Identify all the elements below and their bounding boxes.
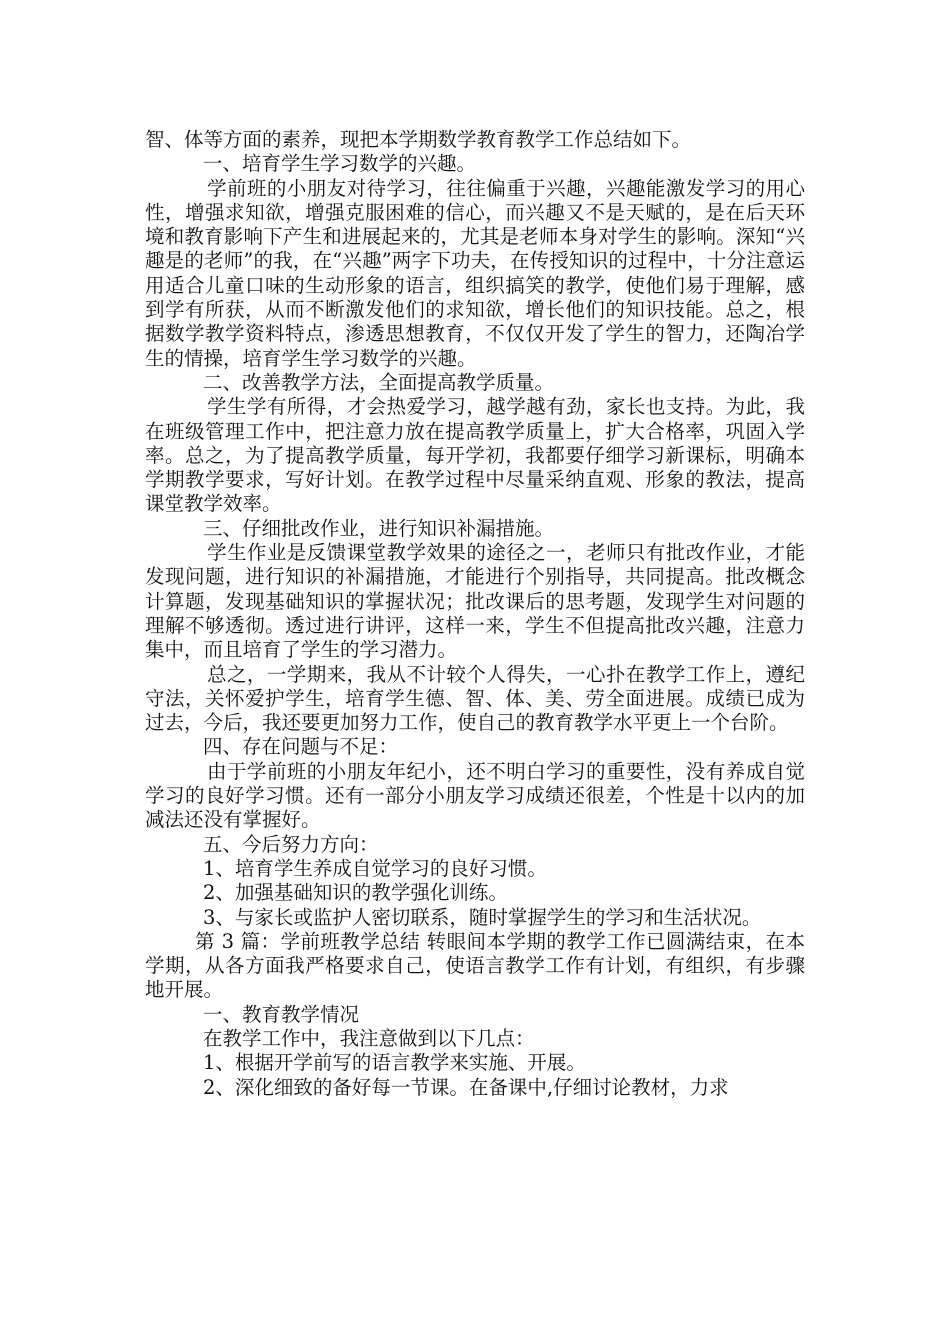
- list-item: 2、加强基础知识的教学强化训练。: [203, 881, 508, 905]
- section-heading-1: 一、培育学生学习数学的兴趣。: [203, 152, 477, 176]
- section-heading-teaching: 一、教育教学情况: [203, 1002, 360, 1026]
- list-item: 2、深化细致的备好每一节课。在备课中,仔细讨论教材，力求: [203, 1075, 729, 1099]
- list-item: 3、与家长或监护人密切联系，随时掌握学生的学习和生活状况。: [203, 905, 762, 929]
- document-page: [145, 128, 805, 1100]
- list-item: 1、培育学生养成自觉学习的良好习惯。: [203, 856, 547, 880]
- chapter-3-intro: 第 3 篇：学前班教学总结 转眼间本学期的教学工作已圆满结束，在本学期，从各方面我严格要求自己，使语言教学工作有计划，有组织，有步骤地开展。: [145, 929, 805, 1002]
- body-paragraph: 学生学有所得，才会热爱学习，越学越有劲，家长也支持。为此，我在班级管理工作中，把注意力放在提高教学质量上，扩大合格率，巩固入学率。总之，为了提高教学质量，每开学初，我都要仔细学习新课标，明确本学期教学要求，写好计划。在教学过程中尽量采纳直观、形象的教法，提高课堂教学效率。: [145, 395, 805, 516]
- section-heading-5: 五、今后努力方向：: [203, 832, 379, 856]
- body-paragraph: 由于学前班的小朋友年纪小，还不明白学习的重要性，没有养成自觉学习的良好学习惯。还有一部分小朋友学习成绩还很差，个性是十以内的加减法还没有掌握好。: [145, 759, 805, 832]
- summary-paragraph: 总之，一学期来，我从不计较个人得失，一心扑在教学工作上，遵纪守法，关怀爱护学生，培育学生德、智、体、美、劳全面进展。成绩已成为过去，今后，我还要更加努力工作，使自己的教育教学水平更上一个台阶。: [145, 662, 805, 735]
- list-item: 1、根据开学前写的语言教学来实施、开展。: [203, 1051, 586, 1075]
- body-paragraph: 学生作业是反馈课堂教学效果的途径之一，老师只有批改作业，才能发现问题，进行知识的补漏措施，才能进行个别指导，共同提高。批改概念计算题，发现基础知识的掌握状况；批改课后的思考题，发现学生对问题的理解不够透彻。透过进行讲评，这样一来，学生不但提高批改兴趣，注意力集中，而且培育了学生的学习潜力。: [145, 541, 805, 662]
- section-heading-4: 四、存在问题与不足：: [203, 735, 399, 759]
- body-paragraph: 学前班的小朋友对待学习，往往偏重于兴趣，兴趣能激发学习的用心性，增强求知欲，增强克服困难的信心，而兴趣又不是天赋的，是在后天环境和教育影响下产生和进展起来的，尤其是老师本身对学生的影响。深知“兴趣是的老师”的我，在“兴趣”两字下功夫，在传授知识的过程中，十分注意运用适合儿童口味的生动形象的语言，组织搞笑的教学，使他们易于理解，感到学有所获，从而不断激发他们的求知欲，增长他们的知识技能。总之，根据数学教学资料特点，渗透思想教育，不仅仅开发了学生的智力，还陶冶学生的情操，培育学生学习数学的兴趣。: [145, 176, 805, 370]
- section-heading-2: 二、改善教学方法，全面提高教学质量。: [203, 370, 555, 394]
- intro-line: 智、体等方面的素养，现把本学期数学教育教学工作总结如下。: [145, 128, 692, 151]
- section-heading-3: 三、仔细批改作业，进行知识补漏措施。: [203, 516, 555, 540]
- body-line: 在教学工作中，我注意做到以下几点：: [203, 1026, 535, 1050]
